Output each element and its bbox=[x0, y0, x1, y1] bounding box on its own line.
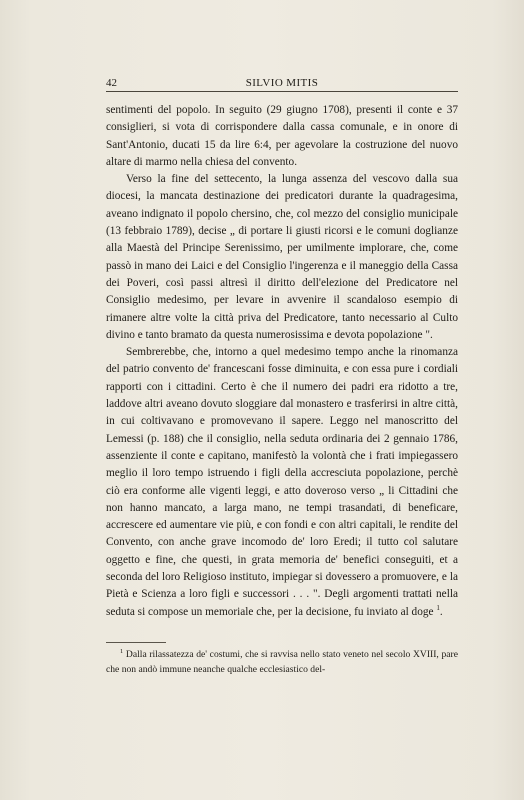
footnote bbox=[106, 648, 458, 677]
paragraph-text: Sembrerebbe, che, intorno a quel medesimo tempo anche la rinomanza del patrio convento de' francescani fosse diminuita, e con essa pure i cordiali rapporti con i cittadini. Certo è che il numero dei padri era ridotto a tre, laddove altri aveano dovuto sloggiare dal monastero e trasferirsi in altre città, in cui coltivavano e promovevano il sapere. Leggo nel manoscritto del Lemessi (p. 188) che il consiglio, nella seduta ordinaria dei 2 gennaio 1786, assenziente il conte e capitano, manifestò la volontà che i frati impiegassero meglio il loro tempo istruendo i figli della accresciuta popolazione, perchè ciò era conforme alle vigenti leggi, e atto doveroso verso „ li Cittadini che non hanno mancato, a larga mano, ne tempi trasandati, di beneficare, accrescere ed aumentare vie più, e con fondi e con altri capitali, le rendite del Convento, con anche grave incomodo de' loro Eredi; il tutto col salutare oggetto e fine, che questi, in grata memoria de' benefici conseguiti, et a seconda del loro Religioso instituto, impiegar si dovessero a promuovere, e la Pietà e Scienza a loro figli e successori . . . ". Degli argomenti trattati nella seduta si compose un memoriale che, per la decisione, fu inviato al doge bbox=[106, 346, 458, 618]
page-header bbox=[106, 75, 458, 91]
footnote-text: Dalla rilassatezza de' costumi, che si ravvisa nello stato veneto nel secolo XVIII, pare che non andò immune neanche qualche ecclesiastico del- bbox=[106, 649, 458, 675]
paragraph: Sembrerebbe, che, intorno a quel medesimo tempo anche la rinomanza del patrio convento de' francescani fosse diminuita, e con essa pure i cordiali rapporti con i cittadini. Certo è che il numero dei padri era ridotto a tre, laddove altri aveano dovuto sloggiare dal monastero e trasferirsi in altre città, in cui coltivavano e promovevano il sapere. Leggo nel manoscritto del Lemessi (p. 188) che il consiglio, nella seduta ordinaria dei 2 gennaio 1786, assenziente il conte e capitano, manifestò la volontà che i frati impiegassero meglio il loro tempo istruendo i figli della accresciuta popolazione, perchè ciò era conforme alle vigenti leggi, e atto doveroso verso „ li Cittadini che non hanno mancato, a larga mano, ne tempi trasandati, di beneficare, accrescere ed aumentare vie più, e con fondi e con altri capitali, le rendite del Convento, con anche grave incomodo de' loro Eredi; il tutto col salutare oggetto e fine, che questi, in grata memoria de' benefici conseguiti, et a seconda del loro Religioso instituto, impiegar si dovessero a promuovere, e la Pietà e Scienza a loro figli e successori . . . ". Degli argomenti trattati nella seduta si compose un memoriale che, per la decisione, fu inviato al doge $^1$. bbox=[106, 346, 458, 618]
footnote-reference: 1 bbox=[436, 603, 440, 612]
body-text bbox=[106, 102, 458, 621]
paragraph: Verso la fine del settecento, la lunga assenza del vescovo dalla sua diocesi, la mancata destinazione dei predicatori durante la quadragesima, aveano indignato il popolo chersino, che, col mezzo del consiglio municipale (13 febbraio 1789), decise „ di portare li giusti ricorsi e le comuni doglianze alla Maestà del Principe Serenissimo, per umilmente implorare, che, come passò in mano dei Laici e del Consiglio l'ingerenza e il maneggio della Cassa dei Poveri, così passi altresì il diritto dell'elezione del Predicatore nel Consiglio medesimo, per levare in avvenire il scandaloso esempio di rimanere altre volte la città priva del Predicatore, tanto necessario al Culto divino e tanto bramato da questa numerosissima e devota popolazione ". bbox=[106, 173, 458, 341]
footnote-mark: 1 bbox=[120, 647, 124, 655]
header-rule bbox=[106, 91, 458, 92]
running-title: SILVIO MITIS bbox=[245, 77, 319, 89]
paragraph: sentimenti del popolo. In seguito (29 giugno 1708), presenti il conte e 37 consiglieri, si vota di corrispondere dalla cassa comunale, e in onore di Sant'Antonio, ducati 15 da lire 6:4, per agevolare la costruzione del nuovo altare di marmo nella chiesa del convento. bbox=[106, 104, 458, 168]
footnote-rule bbox=[106, 642, 166, 643]
page-number: 42 bbox=[106, 77, 117, 89]
